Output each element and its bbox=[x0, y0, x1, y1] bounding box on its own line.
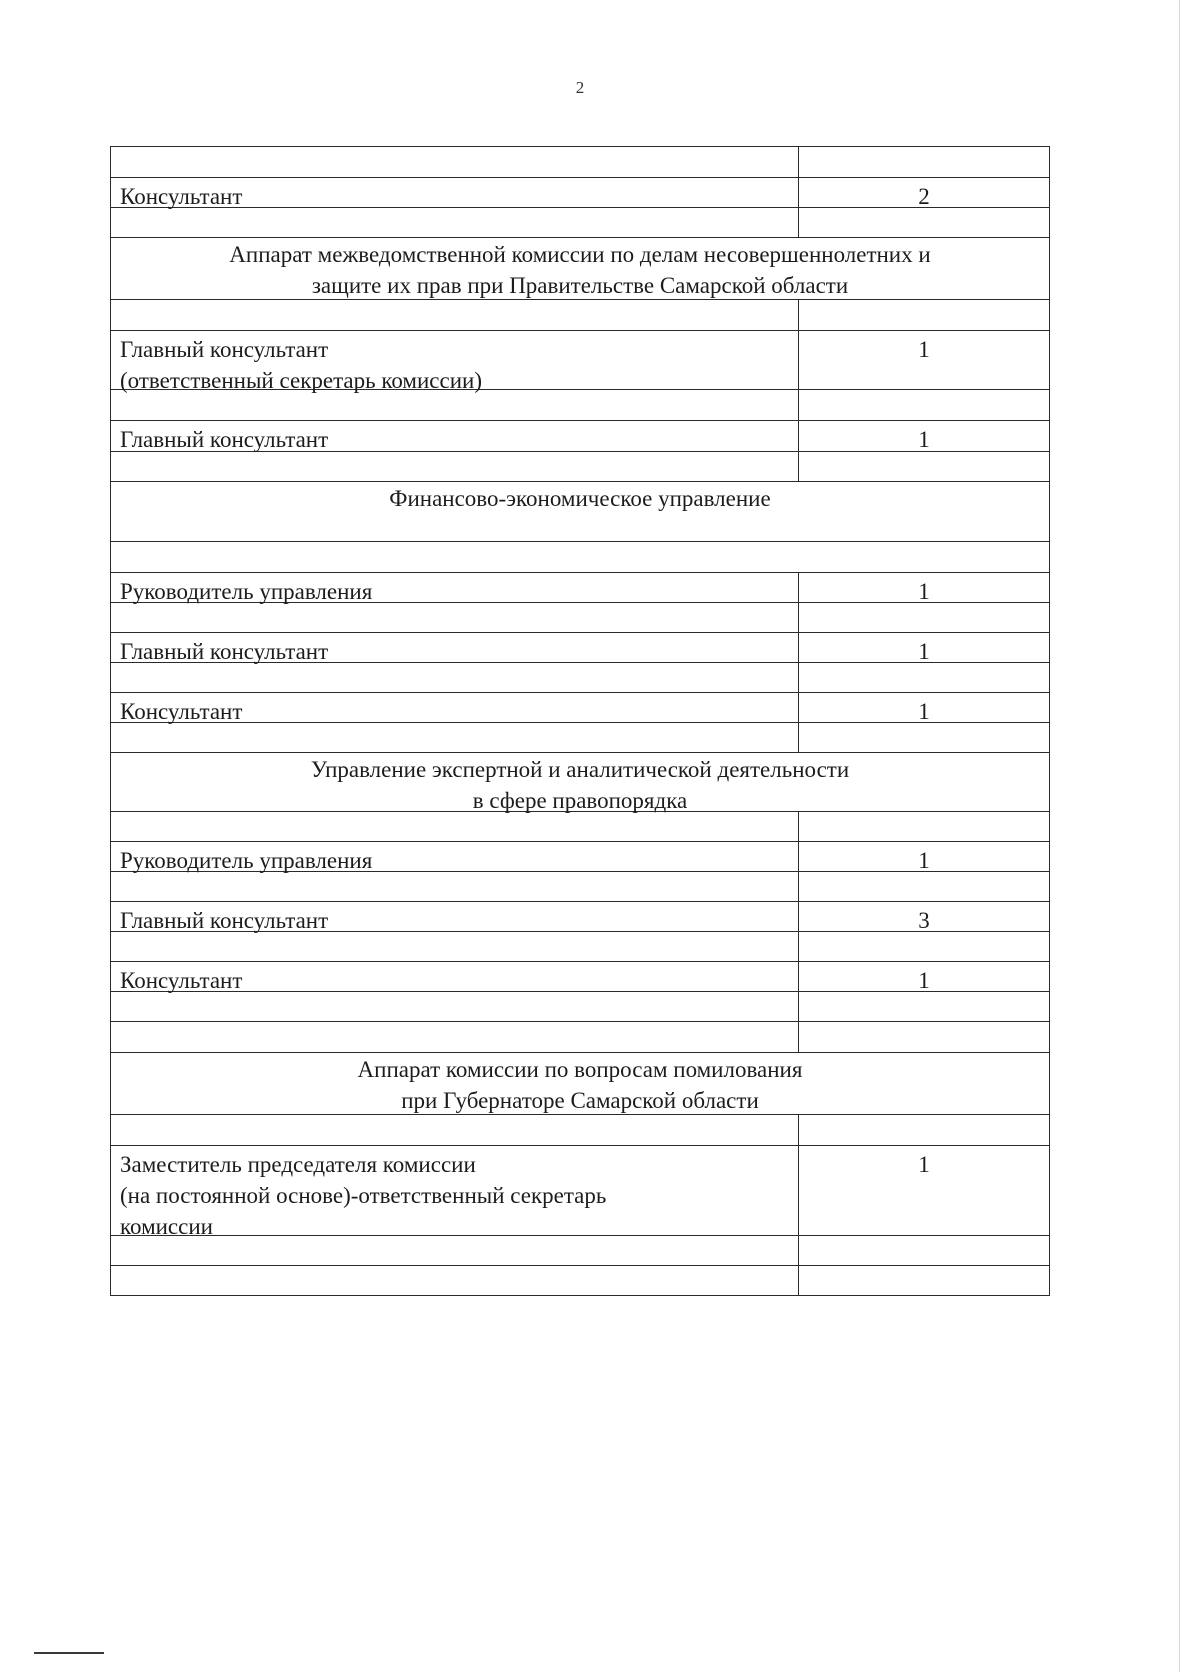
position-name bbox=[111, 603, 799, 632]
scan-mark bbox=[34, 1652, 104, 1654]
position-count bbox=[799, 300, 1049, 330]
table-row bbox=[110, 1236, 1050, 1266]
position-count: 1 bbox=[918, 968, 930, 993]
position-count bbox=[799, 932, 1049, 961]
scan-edge-line bbox=[1179, 0, 1180, 1672]
position-name bbox=[111, 452, 799, 481]
position-count: 1 bbox=[918, 337, 930, 362]
position-count: 1 bbox=[918, 579, 930, 604]
position-name bbox=[111, 1115, 799, 1145]
table-row bbox=[110, 178, 1050, 208]
position-count bbox=[799, 1022, 1049, 1052]
position-count: 3 bbox=[918, 908, 930, 933]
position-count: 2 bbox=[918, 184, 930, 209]
position-count: 1 bbox=[918, 639, 930, 664]
table-row bbox=[110, 603, 1050, 633]
table-row bbox=[110, 208, 1050, 238]
position-count: 1 bbox=[918, 1152, 930, 1177]
table-row bbox=[110, 147, 1050, 178]
position-name bbox=[111, 932, 799, 961]
table-row bbox=[110, 962, 1050, 992]
position-count bbox=[799, 452, 1049, 481]
position-count: 1 bbox=[918, 699, 930, 724]
position-name bbox=[111, 812, 799, 841]
table-row bbox=[110, 812, 1050, 842]
table-row bbox=[110, 633, 1050, 663]
table-row bbox=[110, 1266, 1050, 1296]
section-header: Управление экспертной и аналитической деятельности в сфере правопорядка bbox=[110, 753, 1050, 812]
position-count bbox=[799, 1115, 1049, 1145]
table-row bbox=[110, 421, 1050, 452]
table-row bbox=[110, 663, 1050, 693]
position-count bbox=[799, 872, 1049, 901]
table-row bbox=[110, 723, 1050, 753]
position-count bbox=[799, 663, 1049, 692]
position-name bbox=[111, 1266, 799, 1295]
table-row bbox=[110, 932, 1050, 962]
position-name: Консультант bbox=[111, 178, 799, 207]
table-row bbox=[110, 902, 1050, 932]
table-row bbox=[110, 872, 1050, 902]
position-count bbox=[799, 603, 1049, 632]
position-name bbox=[111, 1236, 799, 1265]
section-header: Аппарат межведомственной комиссии по делам несовершеннолетних и защите их прав при Правительстве Самарской области bbox=[110, 238, 1050, 300]
section-header bbox=[110, 542, 1050, 573]
position-name bbox=[111, 147, 799, 177]
position-name: Руководитель управления bbox=[111, 842, 799, 871]
position-count bbox=[799, 390, 1049, 420]
position-name bbox=[111, 663, 799, 692]
position-name: Консультант bbox=[111, 962, 799, 991]
table-row bbox=[110, 842, 1050, 872]
position-count bbox=[799, 723, 1049, 752]
section-header: Финансово-экономическое управление bbox=[110, 482, 1050, 542]
section-header: Аппарат комиссии по вопросам помилования при Губернаторе Самарской области bbox=[110, 1053, 1050, 1115]
table-row bbox=[110, 1115, 1050, 1146]
position-count bbox=[799, 208, 1049, 237]
position-name: Главный консультант bbox=[111, 902, 799, 931]
position-name: Консультант bbox=[111, 693, 799, 722]
table-row bbox=[110, 693, 1050, 723]
position-count bbox=[799, 147, 1049, 177]
position-name: Главный консультант bbox=[111, 633, 799, 662]
position-name bbox=[111, 992, 799, 1021]
table-row bbox=[110, 1022, 1050, 1053]
position-name: Заместитель председателя комиссии (на постоянной основе)-ответственный секретарь комиссии bbox=[111, 1146, 799, 1235]
position-count: 1 bbox=[918, 427, 930, 452]
staff-table bbox=[110, 146, 1050, 1296]
position-count bbox=[799, 1236, 1049, 1265]
table-row bbox=[110, 992, 1050, 1022]
position-name bbox=[111, 872, 799, 901]
position-count bbox=[799, 812, 1049, 841]
position-count bbox=[799, 992, 1049, 1021]
position-name bbox=[111, 300, 799, 330]
position-name bbox=[111, 723, 799, 752]
position-name: Главный консультант bbox=[111, 421, 799, 451]
position-name bbox=[111, 208, 799, 237]
position-count bbox=[799, 1266, 1049, 1295]
table-row bbox=[110, 390, 1050, 421]
table-row bbox=[110, 452, 1050, 482]
table-row bbox=[110, 573, 1050, 603]
position-name bbox=[111, 1022, 799, 1052]
position-name: Руководитель управления bbox=[111, 573, 799, 602]
table-row bbox=[110, 1146, 1050, 1239]
page-number: 2 bbox=[575, 78, 585, 97]
table-row bbox=[110, 300, 1050, 331]
position-count: 1 bbox=[918, 848, 930, 873]
table-row bbox=[110, 331, 1050, 393]
position-name bbox=[111, 390, 799, 420]
position-name: Главный консультант (ответственный секретарь комиссии) bbox=[111, 331, 799, 389]
